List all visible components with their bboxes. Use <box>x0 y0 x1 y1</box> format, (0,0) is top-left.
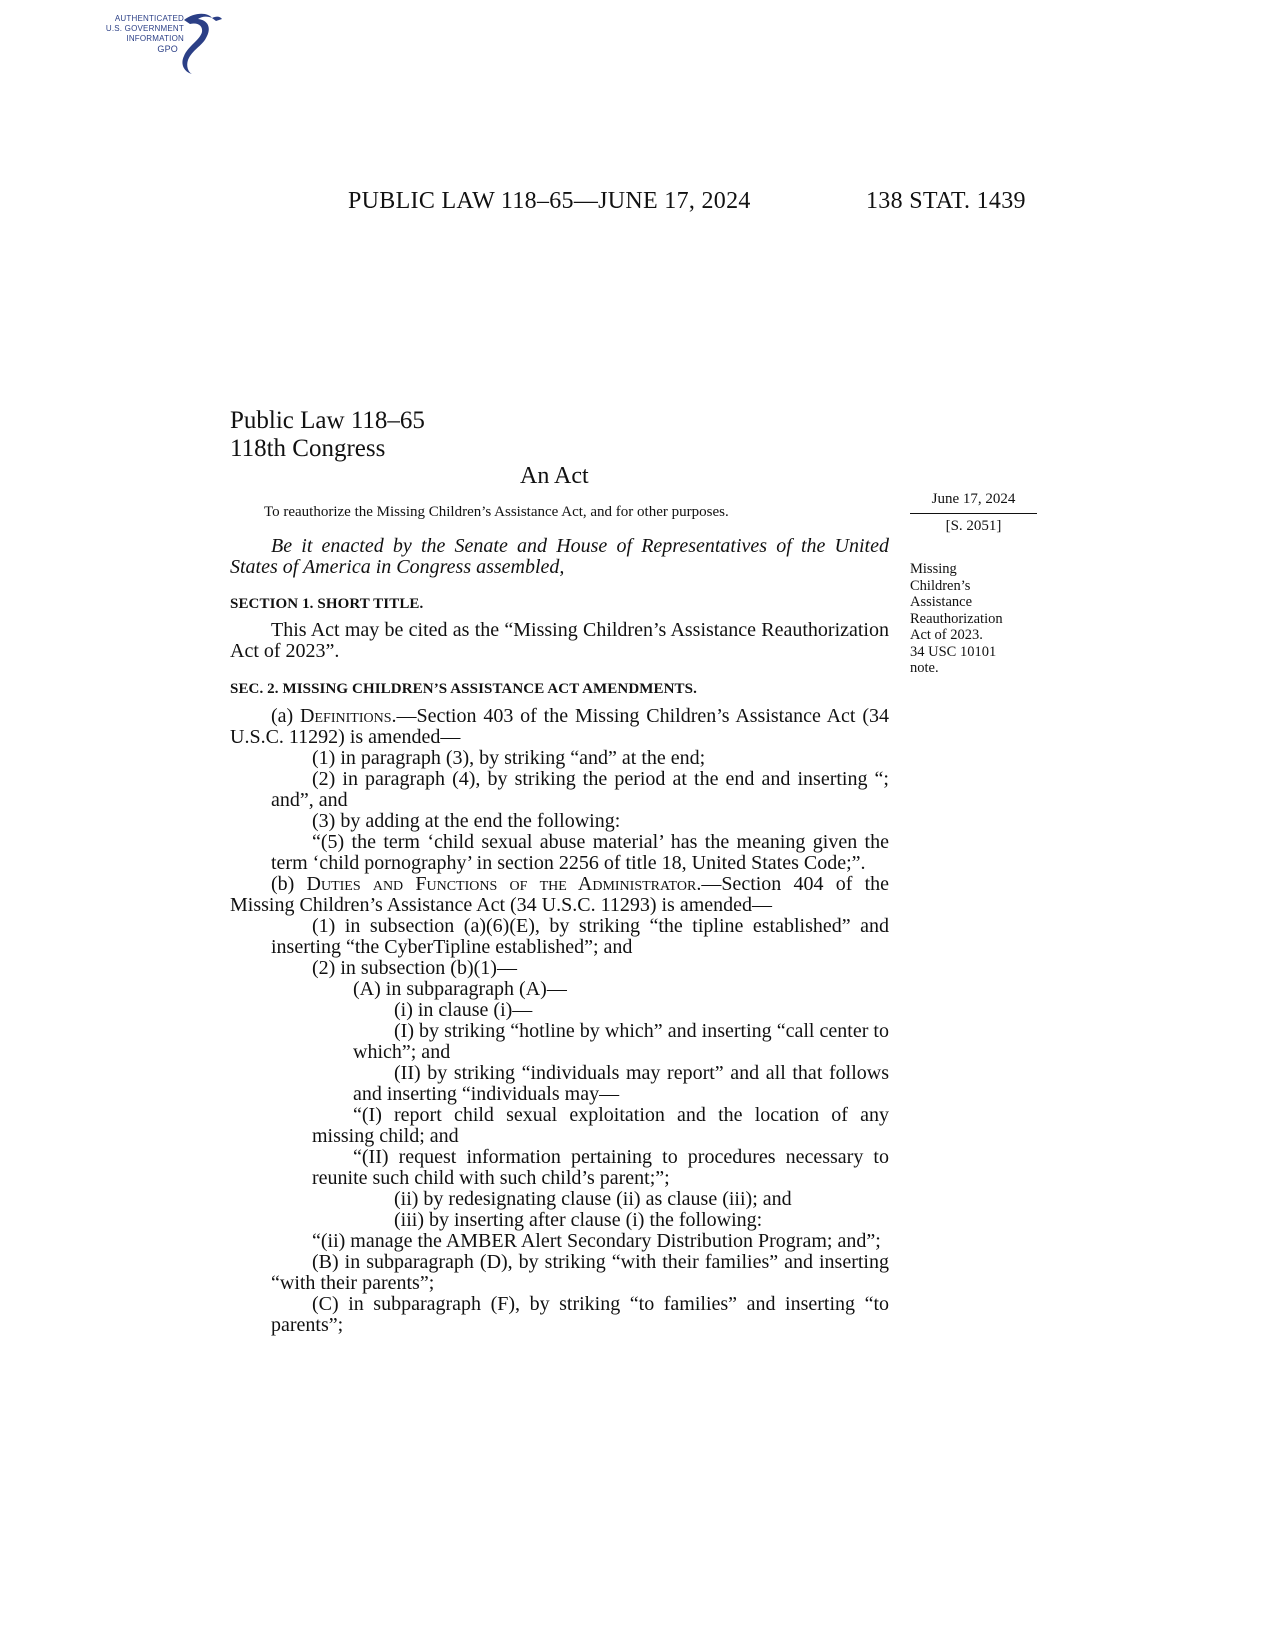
paragraph-a2: (2) in paragraph (4), by striking the period at the end and inserting “; and”, and <box>271 768 889 811</box>
margin-note-line: Missing <box>910 561 957 577</box>
enacting-clause-text: Be it enacted by the Senate and House of Representatives of the United States of America in Congress assembled, <box>230 535 889 578</box>
clause-b2Aii: (ii) by redesignating clause (ii) as clause (iii); and <box>394 1188 792 1210</box>
subsection-b-lead: (b) <box>271 873 307 895</box>
subparagraph-b2C: (C) in subparagraph (F), by striking “to families” and inserting “to parents”; <box>271 1293 889 1336</box>
seal-line: AUTHENTICATED <box>114 14 184 23</box>
public-law-number: Public Law 118–65 <box>230 407 425 434</box>
seal-line: INFORMATION <box>126 34 184 43</box>
section-1-heading: SECTION 1. SHORT TITLE. <box>230 596 424 612</box>
quoted-subclause-II: “(II) request information pertaining to procedures necessary to reunite such child with such child’s parent;”; <box>312 1146 889 1189</box>
running-head-page: 138 STAT. 1439 <box>866 188 1026 214</box>
subsection-a-lead: (a) <box>271 705 301 727</box>
subsection-a-text: .—Section 403 of the Missing Children’s Assistance Act (34 U.S.C. 11292) is amended— <box>230 705 889 748</box>
section-2-heading: SEC. 2. MISSING CHILDREN’S ASSISTANCE ACT AMENDMENTS. <box>230 681 697 697</box>
paragraph-b2: (2) in subsection (b)(1)— <box>312 957 517 979</box>
enacting-clause <box>230 536 889 578</box>
clause-b2Ai: (i) in clause (i)— <box>394 999 533 1021</box>
act-purpose: To reauthorize the Missing Children’s Assistance Act, and for other purposes. <box>264 504 729 520</box>
seal-mark: GPO <box>157 44 178 54</box>
gpo-authentication-seal <box>92 10 232 76</box>
congress-number: 118th Congress <box>230 435 386 462</box>
margin-note-line: Reauthorization <box>910 610 1003 627</box>
margin-note-line: note. <box>910 660 939 676</box>
margin-bill-number: [S. 2051] <box>945 518 1002 534</box>
section-1-text: This Act may be cited as the “Missing Children’s Assistance Reauthorization Act of 2023”. <box>230 619 889 662</box>
seal-text <box>92 14 184 54</box>
subparagraph-b2B: (B) in subparagraph (D), by striking “with their families” and inserting “with their parents”; <box>271 1251 889 1294</box>
quoted-subclause-I: “(I) report child sexual exploitation and the location of any missing child; and <box>312 1104 889 1147</box>
clause-b2Aiii: (iii) by inserting after clause (i) the following: <box>394 1209 763 1231</box>
quoted-clause-ii: “(ii) manage the AMBER Alert Secondary Distribution Program; and”; <box>312 1230 881 1252</box>
margin-note-line: Assistance <box>910 594 973 610</box>
seal-line: U.S. GOVERNMENT <box>105 24 184 33</box>
subsection-a-caption: Definitions <box>300 705 392 727</box>
margin-note-line: Act of 2023. <box>910 627 983 643</box>
eagle-seal-icon <box>178 10 226 76</box>
margin-note-line: Children’s <box>910 577 971 594</box>
paragraph-b1: (1) in subsection (a)(6)(E), by striking “the tipline established” and inserting “the CyberTipline established”; and <box>271 915 889 958</box>
running-head-left: PUBLIC LAW 118–65—JUNE 17, 2024 <box>348 188 751 214</box>
margin-divider <box>910 513 1037 514</box>
margin-note-line: 34 USC 10101 <box>910 643 997 660</box>
subclause-I: (I) by striking “hotline by which” and inserting “call center to which”; and <box>353 1020 889 1063</box>
subclause-II: (II) by striking “individuals may report” and all that follows and inserting “individuals may— <box>353 1062 889 1105</box>
subsection-b-text: .—Section 404 of the Missing Children’s Assistance Act (34 U.S.C. 11293) is amended— <box>230 873 890 916</box>
margin-date: June 17, 2024 <box>931 491 1016 507</box>
section-1-body <box>230 620 889 662</box>
quoted-paragraph-5: “(5) the term ‘child sexual abuse material’ has the meaning given the term ‘child pornography’ in section 2256 of title 18, United States Code;”. <box>271 831 889 874</box>
act-heading: An Act <box>520 463 589 489</box>
paragraph-a3: (3) by adding at the end the following: <box>312 810 621 832</box>
subparagraph-b2A: (A) in subparagraph (A)— <box>353 978 567 1000</box>
margin-note <box>910 561 1040 677</box>
subsection-b <box>230 874 889 916</box>
subsection-a <box>230 706 889 748</box>
section-2-body <box>230 706 889 1336</box>
law-title-block <box>230 407 425 463</box>
subsection-b-caption: Duties and Functions of the Administrator <box>306 873 697 895</box>
paragraph-a1: (1) in paragraph (3), by striking “and” at the end; <box>312 747 706 769</box>
